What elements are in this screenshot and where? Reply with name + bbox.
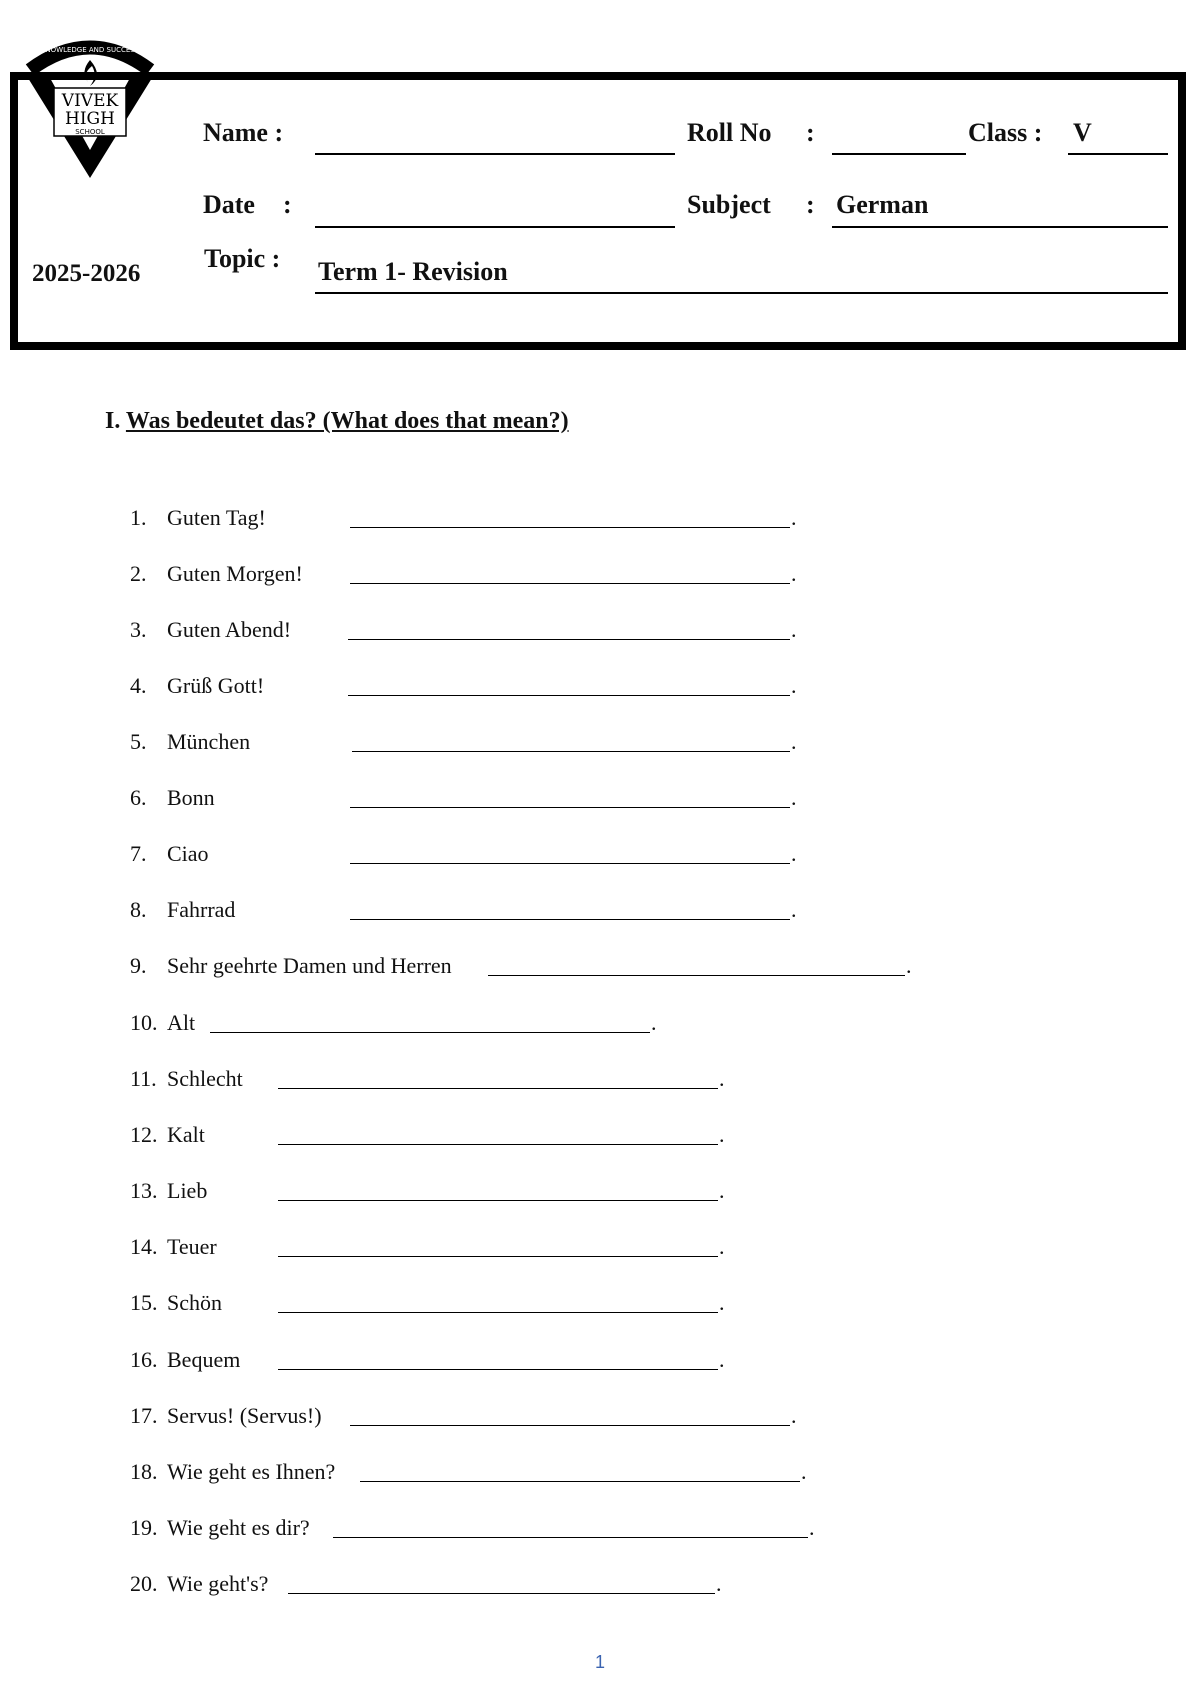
- question-text: Sehr geehrte Damen und Herren: [167, 953, 452, 978]
- answer-blank-15[interactable]: [278, 1312, 718, 1313]
- answer-period: .: [791, 617, 797, 642]
- answer-period: .: [809, 1515, 815, 1540]
- question-15: [130, 1290, 222, 1316]
- answer-blank-6[interactable]: [350, 807, 790, 808]
- question-12: [130, 1122, 205, 1148]
- question-text: Lieb: [167, 1178, 208, 1203]
- class-value: V: [1073, 118, 1092, 147]
- question-number: 6.: [130, 785, 147, 810]
- question-number: 7.: [130, 841, 147, 866]
- question-number: 9.: [130, 953, 147, 978]
- header-box: [10, 72, 1186, 350]
- question-number: 5.: [130, 729, 147, 754]
- answer-period: .: [801, 1459, 807, 1484]
- answer-period: .: [719, 1234, 725, 1259]
- question-number: 20.: [130, 1571, 158, 1596]
- question-text: Ciao: [167, 841, 209, 866]
- answer-period: .: [651, 1010, 657, 1035]
- question-number: 12.: [130, 1122, 158, 1147]
- answer-period: .: [791, 841, 797, 866]
- question-text: Kalt: [167, 1122, 205, 1147]
- question-11: [130, 1066, 243, 1092]
- answer-blank-5[interactable]: [352, 751, 790, 752]
- answer-blank-19[interactable]: [333, 1537, 808, 1538]
- question-text: Fahrrad: [167, 897, 236, 922]
- answer-period: .: [719, 1178, 725, 1203]
- answer-period: .: [719, 1347, 725, 1372]
- answer-blank-17[interactable]: [350, 1425, 790, 1426]
- logo-arc-text: KNOWLEDGE AND SUCCESS: [40, 46, 140, 54]
- section-prefix: I.: [105, 408, 121, 434]
- question-number: 16.: [130, 1347, 158, 1372]
- question-number: 8.: [130, 897, 147, 922]
- answer-period: .: [791, 673, 797, 698]
- question-number: 18.: [130, 1459, 158, 1484]
- date-label: Date: [203, 190, 255, 219]
- question-5: [130, 729, 250, 755]
- question-14: [130, 1234, 217, 1260]
- section-title-text: Was bedeutet das? (What does that mean?): [125, 408, 569, 434]
- answer-blank-18[interactable]: [360, 1481, 800, 1482]
- answer-blank-14[interactable]: [278, 1256, 718, 1257]
- date-field[interactable]: [315, 226, 675, 228]
- answer-period: .: [719, 1066, 725, 1091]
- question-text: Wie geht's?: [167, 1571, 269, 1596]
- question-17: [130, 1403, 322, 1429]
- question-number: 4.: [130, 673, 147, 698]
- answer-period: .: [791, 785, 797, 810]
- question-19: [130, 1515, 310, 1541]
- logo-line2: HIGH: [65, 109, 115, 129]
- answer-period: .: [791, 897, 797, 922]
- topic-value: Term 1- Revision: [318, 257, 508, 286]
- answer-blank-8[interactable]: [350, 919, 790, 920]
- subject-value: German: [836, 190, 929, 219]
- question-10: [130, 1010, 195, 1036]
- question-text: Teuer: [167, 1234, 217, 1259]
- question-text: Alt: [167, 1010, 196, 1035]
- question-16: [130, 1347, 240, 1373]
- answer-period: .: [719, 1290, 725, 1315]
- question-4: [130, 673, 264, 699]
- question-text: München: [167, 729, 251, 754]
- question-text: Schön: [167, 1290, 222, 1315]
- question-6: [130, 785, 215, 811]
- topic-label: Topic :: [204, 244, 281, 273]
- question-2: [130, 561, 303, 587]
- class-field[interactable]: [1068, 153, 1168, 155]
- question-text: Bequem: [167, 1347, 241, 1372]
- question-7: [130, 841, 209, 867]
- roll-no-field[interactable]: [832, 153, 966, 155]
- question-number: 15.: [130, 1290, 158, 1315]
- question-number: 2.: [130, 561, 147, 586]
- question-8: [130, 897, 235, 923]
- page-number: 1: [594, 1652, 605, 1672]
- question-number: 19.: [130, 1515, 158, 1540]
- topic-field: [315, 292, 1168, 294]
- answer-period: .: [716, 1571, 722, 1596]
- roll-no-colon: :: [806, 118, 815, 147]
- question-text: Guten Abend!: [167, 617, 292, 642]
- question-number: 13.: [130, 1178, 158, 1203]
- answer-blank-2[interactable]: [350, 583, 790, 584]
- answer-blank-9[interactable]: [488, 975, 905, 976]
- question-13: [130, 1178, 207, 1204]
- question-number: 1.: [130, 505, 147, 530]
- answer-blank-1[interactable]: [350, 527, 790, 528]
- answer-blank-4[interactable]: [348, 695, 790, 696]
- question-text: Schlecht: [167, 1066, 243, 1091]
- answer-period: .: [719, 1122, 725, 1147]
- answer-blank-13[interactable]: [278, 1200, 718, 1201]
- answer-blank-7[interactable]: [350, 863, 790, 864]
- question-text: Grüß Gott!: [167, 673, 265, 698]
- question-text: Wie geht es dir?: [167, 1515, 310, 1540]
- question-20: [130, 1571, 268, 1597]
- answer-period: .: [906, 953, 912, 978]
- answer-blank-16[interactable]: [278, 1369, 718, 1370]
- name-label: Name :: [203, 118, 284, 147]
- question-text: Guten Tag!: [167, 505, 266, 530]
- question-text: Bonn: [167, 785, 215, 810]
- answer-period: .: [791, 729, 797, 754]
- question-text: Wie geht es Ihnen?: [167, 1459, 336, 1484]
- class-label: Class :: [968, 118, 1043, 147]
- name-field[interactable]: [315, 153, 675, 155]
- question-number: 10.: [130, 1010, 158, 1035]
- logo-line1: VIVEK: [61, 91, 119, 111]
- answer-blank-10[interactable]: [210, 1032, 650, 1033]
- question-1: [130, 505, 266, 531]
- answer-period: .: [791, 561, 797, 586]
- date-colon: :: [283, 190, 292, 219]
- question-number: 3.: [130, 617, 147, 642]
- question-3: [130, 617, 291, 643]
- question-text: Guten Morgen!: [167, 561, 303, 586]
- question-18: [130, 1459, 335, 1485]
- subject-colon: :: [806, 190, 815, 219]
- subject-label: Subject: [687, 190, 771, 219]
- answer-blank-11[interactable]: [278, 1088, 718, 1089]
- answer-blank-12[interactable]: [278, 1144, 718, 1145]
- school-logo: [20, 30, 160, 180]
- question-text: Servus! (Servus!): [167, 1403, 322, 1428]
- answer-blank-3[interactable]: [348, 639, 790, 640]
- answer-blank-20[interactable]: [288, 1593, 715, 1594]
- question-9: [130, 953, 452, 979]
- academic-year: 2025-2026: [32, 260, 141, 287]
- roll-no-label: Roll No: [687, 118, 772, 147]
- question-number: 14.: [130, 1234, 158, 1259]
- logo-line3: SCHOOL: [75, 128, 105, 136]
- question-number: 11.: [130, 1066, 157, 1091]
- question-number: 17.: [130, 1403, 158, 1428]
- answer-period: .: [791, 1403, 797, 1428]
- subject-field: [832, 226, 1168, 228]
- answer-period: .: [791, 505, 797, 530]
- section-title: [105, 408, 569, 435]
